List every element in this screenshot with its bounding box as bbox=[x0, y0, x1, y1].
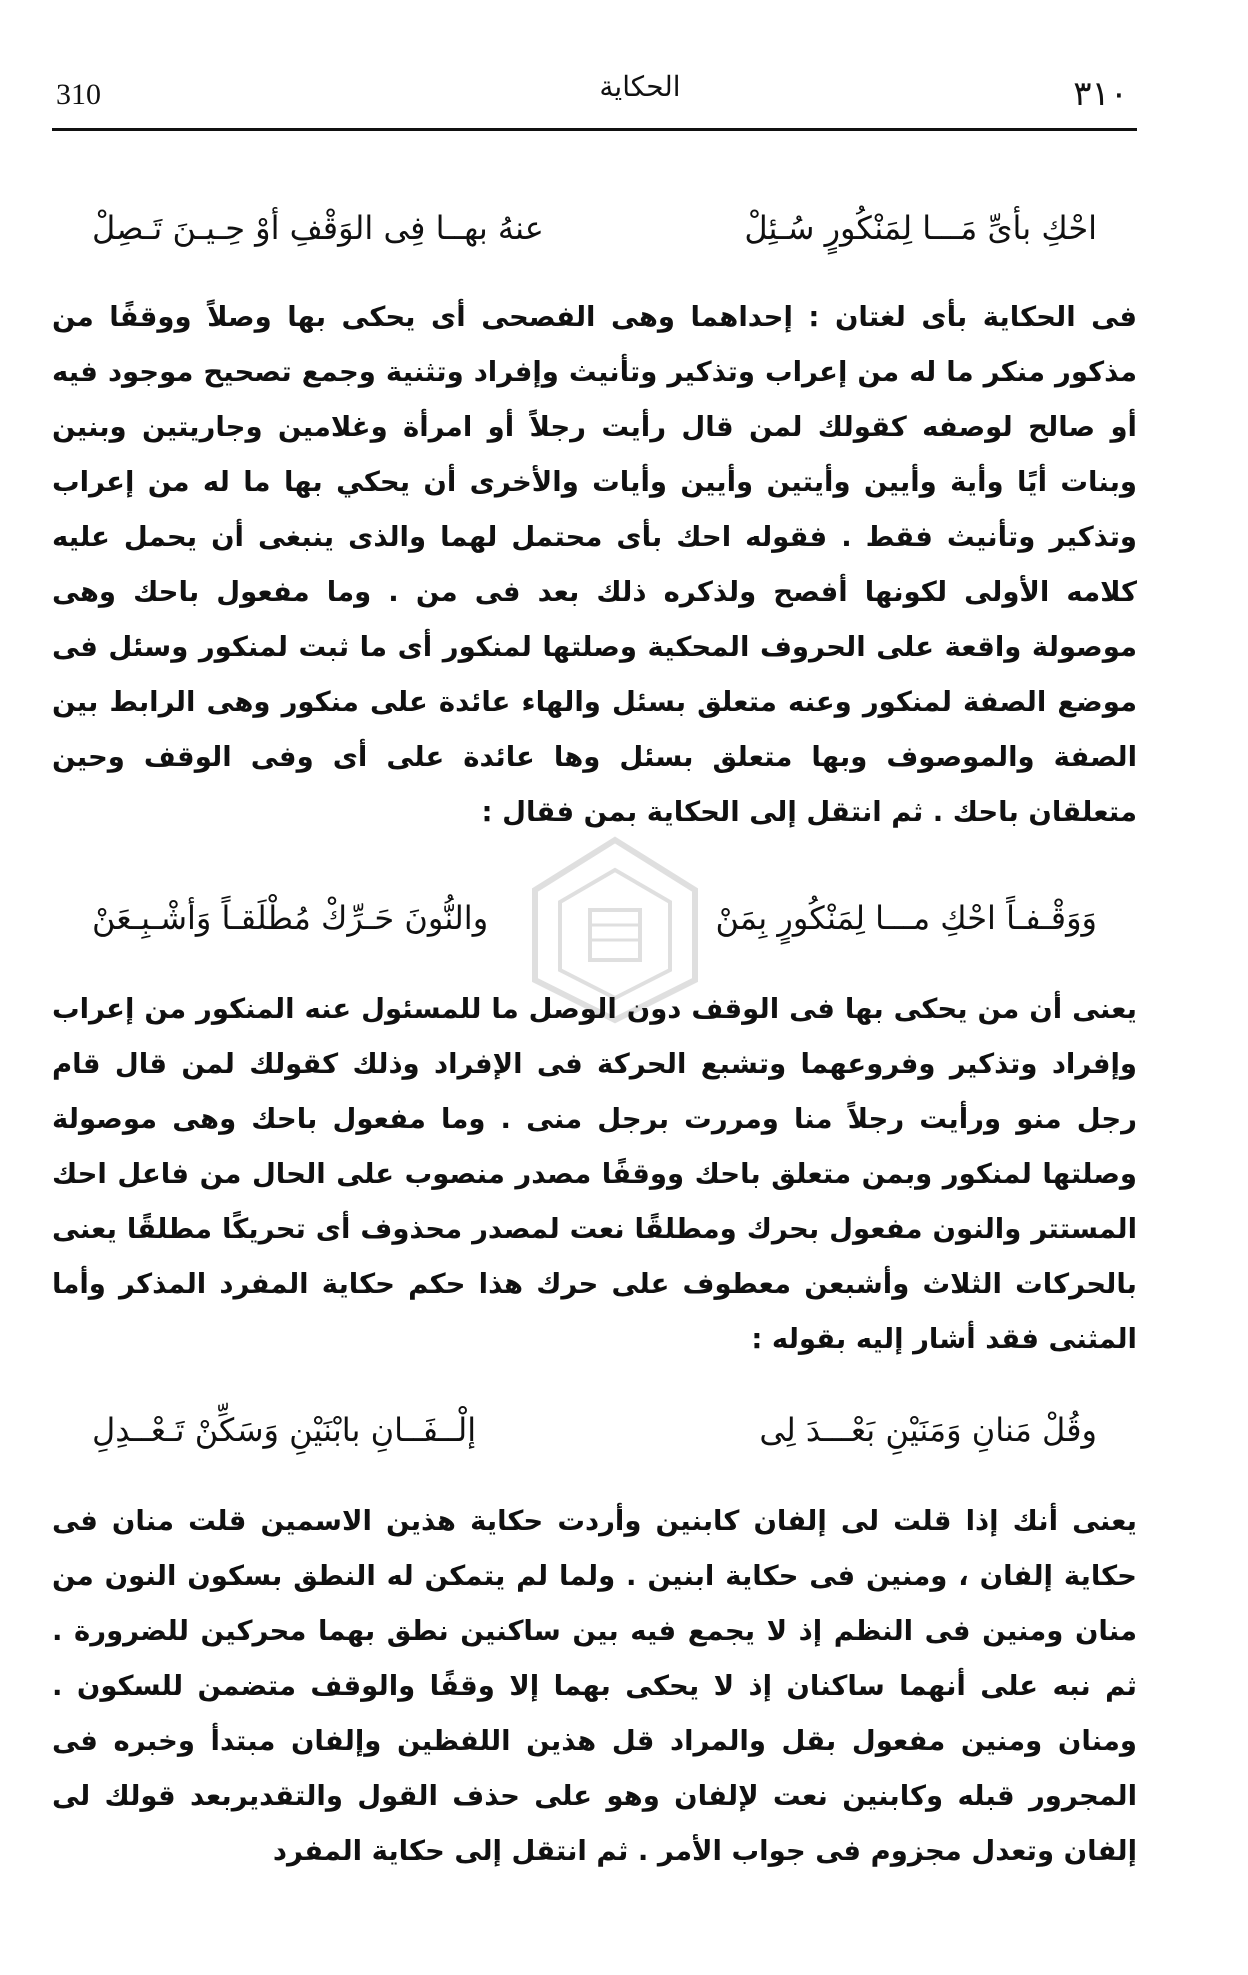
verse-first-hemistich: وَوَقْـفـاً احْكِ مـــا لِمَنْكُورٍ بِمَنْ bbox=[715, 899, 1097, 937]
verse-line bbox=[52, 1402, 1137, 1458]
page-number-latin: 310 bbox=[56, 78, 101, 111]
verse-second-hemistich: عنهُ بهــا فِى الوَقْفِ أوْ حِـيـنَ تَـصِلْ bbox=[92, 209, 544, 247]
running-title: الحكاية bbox=[599, 70, 681, 103]
commentary-paragraph: يعنى أن من يحكى بها فى الوقف دون الوصل ما للمسئول عنه المنكور من إعراب وإفراد وتذكير وفروعهما وتشبع الحركة فى الإفراد وذلك كقولك لمن قال قام رجل منو ورأيت رجلاً منا ومررت برجل منى . وما مفعول باحك وهى موصولة وصلتها لمنكور وبمن متعلق باحك ووقفًا مصدر منصوب على الحال من فاعل احك المستتر والنون مفعول بحرك ومطلقًا نعت لمصدر محذوف أى تحريكًا مطلقًا يعنى بالحركات الثلاث وأشبعن معطوف على حرك هذا حكم حكاية المفرد المذكر وأما المثنى فقد أشار إليه بقوله : bbox=[52, 993, 1137, 1355]
verse-second-hemistich: إلْــفَــانِ بابْنَيْنِ وَسَكِّنْ تَـعْــدِلِ bbox=[92, 1411, 477, 1449]
verse-line bbox=[52, 200, 1137, 256]
commentary-paragraph: يعنى أنك إذا قلت لى إلفان كابنين وأردت حكاية هذين الاسمين قلت منان فى حكاية إلفان ، ومنين فى حكاية ابنين . ولما لم يتمكن له النطق بسكون النون من منان ومنين فى النظم إذ لا يجمع فيه بين ساكنين نطق بهما محركين للضرورة . ثم نبه على أنهما ساكنان إذ لا يحكى بهما إلا وقفًا والوقف متضمن للسكون . ومنان ومنين مفعول بقل والمراد قل هذين اللفظين وإلفان مبتدأ وخبره فى المجرور قبله وكابنين نعت لإلفان وهو على حذف القول والتقديربعد قولك لى إلفان وتعدل مجزوم فى جواب الأمر . ثم انتقل إلى حكاية المفرد bbox=[52, 1505, 1137, 1867]
header-rule bbox=[52, 128, 1137, 131]
verse-first-hemistich: وقُلْ مَنانِ وَمَنَيْنِ بَعْـــدَ لِى bbox=[759, 1411, 1097, 1449]
verse-second-hemistich: والنُّونَ حَـرِّكْ مُطْلَقـاً وَأشْـبِـعَنْ bbox=[92, 899, 489, 937]
page-number-arabic: ٣١٠ bbox=[1073, 74, 1128, 114]
verse-line bbox=[52, 890, 1137, 946]
verse-first-hemistich: احْكِ بأىِّ مَـــا لِمَنْكُورٍ سُـئِلْ bbox=[744, 209, 1097, 247]
commentary-paragraph: فى الحكاية بأى لغتان : إحداهما وهى الفصحى أى يحكى بها وصلاً ووقفًا من مذكور منكر ما له من إعراب وتذكير وتأنيث وإفراد وتثنية وجمع تصحيح موجود فيه أو صالح لوصفه كقولك لمن قال رأيت رجلاً أو امرأة وغلامين وجاريتين وبنين وبنات أيًا وأية وأيين وأيتين وأيين وأيات والأخرى أن يحكي بها ما له من إعراب وتذكير وتأنيث فقط . فقوله احك بأى محتمل لهما والذى ينبغى أن يحمل عليه كلامه الأولى لكونها أفصح ولذكره ذلك بعد فى من . وما مفعول باحك وهى موصولة واقعة على الحروف المحكية وصلتها لمنكور أى ما ثبت لمنكور وسئل فى موضع الصفة لمنكور وعنه متعلق بسئل والهاء عائدة على منكور وهى الرابط بين الصفة والموصوف وبها متعلق بسئل وها عائدة على أى وفى الوقف وحين متعلقان باحك . ثم انتقل إلى الحكاية بمن فقال : bbox=[52, 301, 1137, 828]
